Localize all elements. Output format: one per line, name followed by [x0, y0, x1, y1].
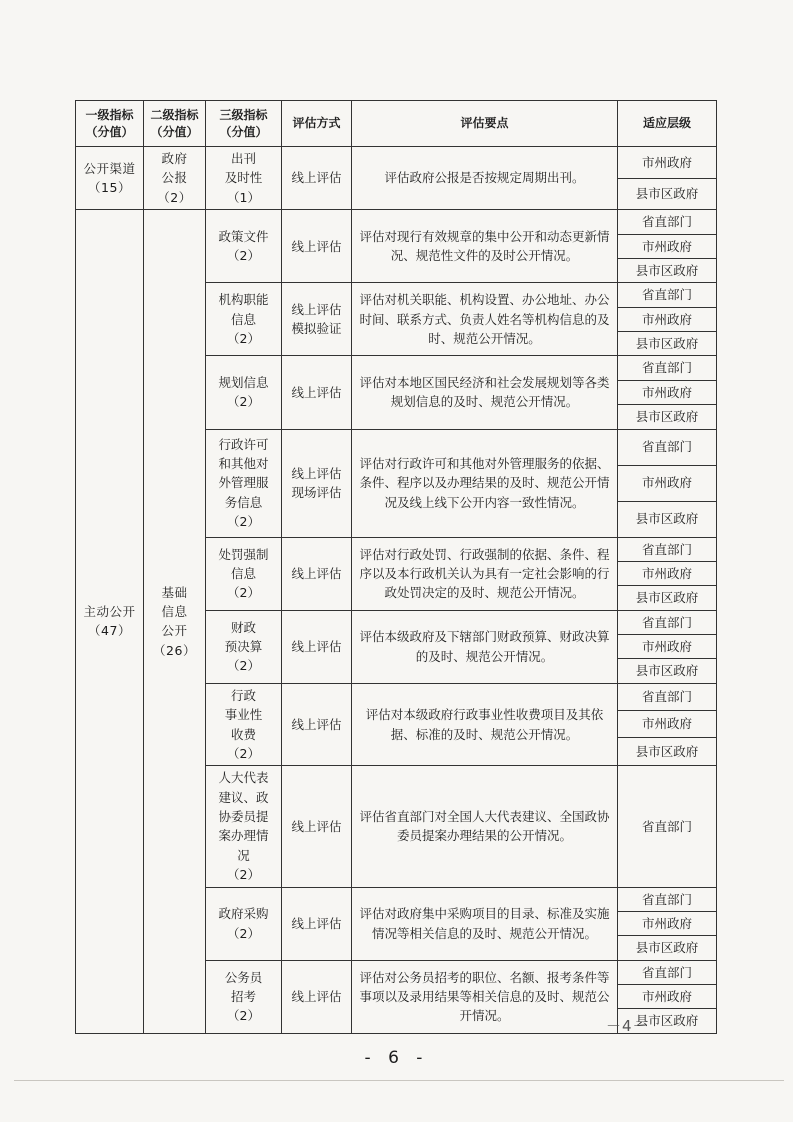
applicable-level: 县市区政府 [618, 738, 717, 766]
applicable-level: 县市区政府 [618, 332, 717, 356]
applicable-level: 省直部门 [618, 283, 717, 307]
level3-indicator: 人大代表 建议、政 协委员提 案办理情 况 （2） [206, 766, 282, 887]
level2-indicator: 基础 信息 公开 （26） [144, 210, 206, 1034]
header-level2: 二级指标 （分值） [144, 101, 206, 147]
level3-indicator: 机构职能 信息 （2） [206, 283, 282, 356]
applicable-level: 市州政府 [618, 234, 717, 258]
evaluation-key-points: 评估对政府集中采购项目的目录、标准及实施情况等相关信息的及时、规范公开情况。 [352, 887, 618, 960]
evaluation-method: 线上评估 模拟验证 [282, 283, 352, 356]
applicable-level: 县市区政府 [618, 936, 717, 960]
evaluation-method: 线上评估 [282, 887, 352, 960]
page-bottom-edge [14, 1080, 784, 1081]
level3-indicator: 出刊 及时性 （1） [206, 147, 282, 210]
applicable-level: 省直部门 [618, 429, 717, 465]
applicable-level: 县市区政府 [618, 659, 717, 683]
applicable-level: 省直部门 [618, 887, 717, 911]
applicable-level: 市州政府 [618, 985, 717, 1009]
evaluation-key-points: 评估本级政府及下辖部门财政预算、财政决算的及时、规范公开情况。 [352, 610, 618, 683]
applicable-level: 县市区政府 [618, 501, 717, 537]
evaluation-method: 线上评估 [282, 683, 352, 766]
level3-indicator: 规划信息 （2） [206, 356, 282, 429]
applicable-level: 县市区政府 [618, 586, 717, 610]
evaluation-key-points: 评估对本地区国民经济和社会发展规划等各类规划信息的及时、规范公开情况。 [352, 356, 618, 429]
evaluation-table [75, 100, 717, 1034]
applicable-level: 市州政府 [618, 465, 717, 501]
applicable-level: 省直部门 [618, 210, 717, 234]
applicable-level: 省直部门 [618, 537, 717, 561]
applicable-level: 县市区政府 [618, 405, 717, 429]
evaluation-method: 线上评估 [282, 766, 352, 887]
evaluation-method: 线上评估 [282, 960, 352, 1033]
evaluation-key-points: 评估省直部门对全国人大代表建议、全国政协委员提案办理结果的公开情况。 [352, 766, 618, 887]
applicable-level: 市州政府 [618, 307, 717, 331]
applicable-level: 县市区政府 [618, 258, 717, 282]
evaluation-key-points: 评估政府公报是否按规定周期出刊。 [352, 147, 618, 210]
evaluation-key-points: 评估对本级政府行政事业性收费项目及其依据、标准的及时、规范公开情况。 [352, 683, 618, 766]
evaluation-method: 线上评估 [282, 610, 352, 683]
header-level3: 三级指标 （分值） [206, 101, 282, 147]
header-levels: 适应层级 [618, 101, 717, 147]
header-key-points: 评估要点 [352, 101, 618, 147]
level3-indicator: 处罚强制 信息 （2） [206, 537, 282, 610]
applicable-level: 市州政府 [618, 380, 717, 404]
applicable-level: 县市区政府 [618, 1009, 717, 1033]
evaluation-key-points: 评估对机关职能、机构设置、办公地址、办公时间、联系方式、负责人姓名等机构信息的及时、规范公开情况。 [352, 283, 618, 356]
evaluation-method: 线上评估 现场评估 [282, 429, 352, 537]
applicable-level: 市州政府 [618, 561, 717, 585]
evaluation-key-points: 评估对行政处罚、行政强制的依据、条件、程序以及本行政机关认为具有一定社会影响的行政处罚决定的及时、规范公开情况。 [352, 537, 618, 610]
evaluation-key-points: 评估对现行有效规章的集中公开和动态更新情况、规范性文件的及时公开情况。 [352, 210, 618, 283]
evaluation-key-points: 评估对行政许可和其他对外管理服务的依据、条件、程序以及办理结果的及时、规范公开情况及线上线下公开内容一致性情况。 [352, 429, 618, 537]
table-header-row [76, 101, 717, 147]
level3-indicator: 公务员 招考 （2） [206, 960, 282, 1033]
evaluation-method: 线上评估 [282, 537, 352, 610]
header-level1: 一级指标 （分值） [76, 101, 144, 147]
level1-indicator: 主动公开 （47） [76, 210, 144, 1034]
evaluation-key-points: 评估对公务员招考的职位、名额、报考条件等事项以及录用结果等相关信息的及时、规范公开情况。 [352, 960, 618, 1033]
applicable-level: 市州政府 [618, 911, 717, 935]
applicable-level: 县市区政府 [618, 178, 717, 210]
applicable-level: 省直部门 [618, 610, 717, 634]
table-row [76, 210, 717, 234]
table-row [76, 147, 717, 179]
applicable-level: 省直部门 [618, 960, 717, 984]
printed-page-number: －4－ [606, 1017, 649, 1035]
applicable-level: 省直部门 [618, 356, 717, 380]
applicable-level: 市州政府 [618, 710, 717, 737]
level2-indicator: 政府 公报 （2） [144, 147, 206, 210]
page-number: - 6 - [364, 1048, 429, 1068]
applicable-level: 市州政府 [618, 635, 717, 659]
applicable-level: 市州政府 [618, 147, 717, 179]
applicable-level: 省直部门 [618, 683, 717, 710]
evaluation-method: 线上评估 [282, 210, 352, 283]
applicable-level: 省直部门 [618, 766, 717, 887]
evaluation-method: 线上评估 [282, 147, 352, 210]
level3-indicator: 行政许可 和其他对 外管理服 务信息 （2） [206, 429, 282, 537]
level1-indicator: 公开渠道 （15） [76, 147, 144, 210]
level3-indicator: 政策文件 （2） [206, 210, 282, 283]
level3-indicator: 行政 事业性 收费 （2） [206, 683, 282, 766]
header-method: 评估方式 [282, 101, 352, 147]
level3-indicator: 政府采购 （2） [206, 887, 282, 960]
level3-indicator: 财政 预决算 （2） [206, 610, 282, 683]
evaluation-method: 线上评估 [282, 356, 352, 429]
